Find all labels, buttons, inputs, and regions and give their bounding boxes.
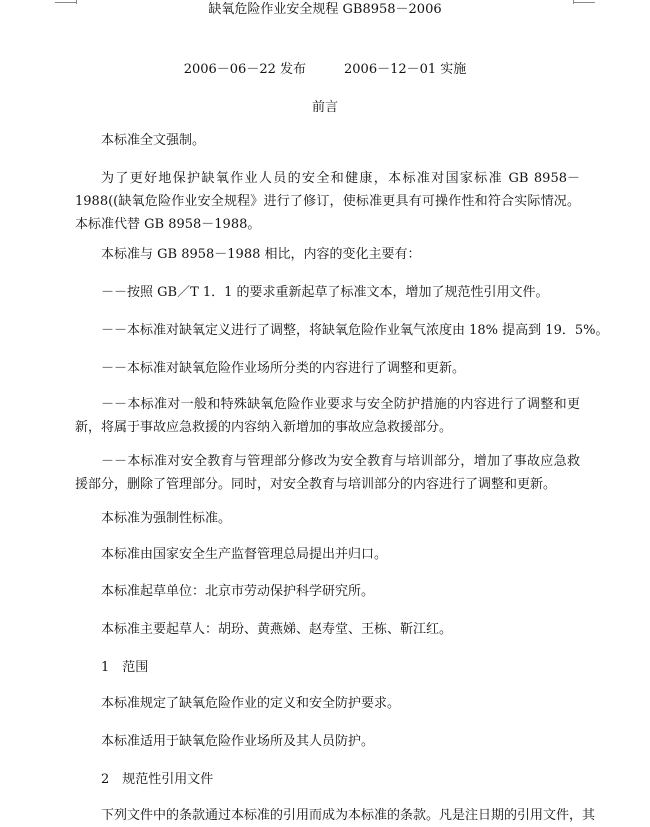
paragraph: 下列文件中的条款通过本标准的引用而成为本标准的条款。凡是注日期的引用文件，其 <box>101 808 596 823</box>
paragraph: －－本标准对缺氧危险作业场所分类的内容进行了调整和更新。 <box>101 361 466 376</box>
paragraph: 本标准全文强制。 <box>101 133 206 148</box>
paragraph: 本标准为强制性标准。 <box>101 511 232 526</box>
paragraph: 本标准由国家安全生产监督管理总局提出并归口。 <box>101 547 388 562</box>
paragraph: 本标准规定了缺氧危险作业的定义和安全防护要求。 <box>101 696 401 711</box>
section-heading-scope: 1 范围 <box>101 660 149 675</box>
paragraph: 本标准适用于缺氧危险作业场所及其人员防护。 <box>101 734 375 749</box>
paragraph: －－本标准对安全教育与管理部分修改为安全教育与培训部分，增加了事故应急救援部分，删除了管理部分。同时，对安全教育与培训部分的内容进行了调整和更新。 <box>75 454 580 492</box>
paragraph: －－本标准对一般和特殊缺氧危险作业要求与安全防护措施的内容进行了调整和更新，将属于事故应急救援的内容纳入新增加的事故应急救援部分。 <box>75 397 580 435</box>
effective-date: 2006－12－01 实施 <box>344 62 467 77</box>
paragraph: －－本标准对缺氧定义进行了调整，将缺氧危险作业氧气浓度由 18% 提高到 19．5%。 <box>101 323 609 338</box>
paragraph: 本标准主要起草人：胡玢、黄燕娣、赵寿堂、王栋、靳江红。 <box>101 622 453 637</box>
document-title: 缺氧危险作业安全规程 GB8958－2006 <box>208 2 442 17</box>
paragraph: －－按照 GB／T 1．1 的要求重新起草了标准文本，增加了规范性引用文件。 <box>101 285 549 300</box>
paragraph: 本标准起草单位：北京市劳动保护科学研究所。 <box>101 584 375 599</box>
issue-date: 2006－06－22 发布 <box>183 62 306 77</box>
paragraph: 本标准与 GB 8958－1988 相比，内容的变化主要有： <box>101 247 421 262</box>
section-heading-references: 2 规范性引用文件 <box>101 772 214 787</box>
paragraph: 为了更好地保护缺氧作业人员的安全和健康，本标准对国家标准 GB 8958－1988((缺氧危险作业安全规程》进行了修订，使标准更具有可操作性和符合实际情况。本标准代替 GB 8958－1988。 <box>75 171 580 232</box>
preface-title: 前言 <box>311 100 338 115</box>
date-line <box>0 58 650 77</box>
